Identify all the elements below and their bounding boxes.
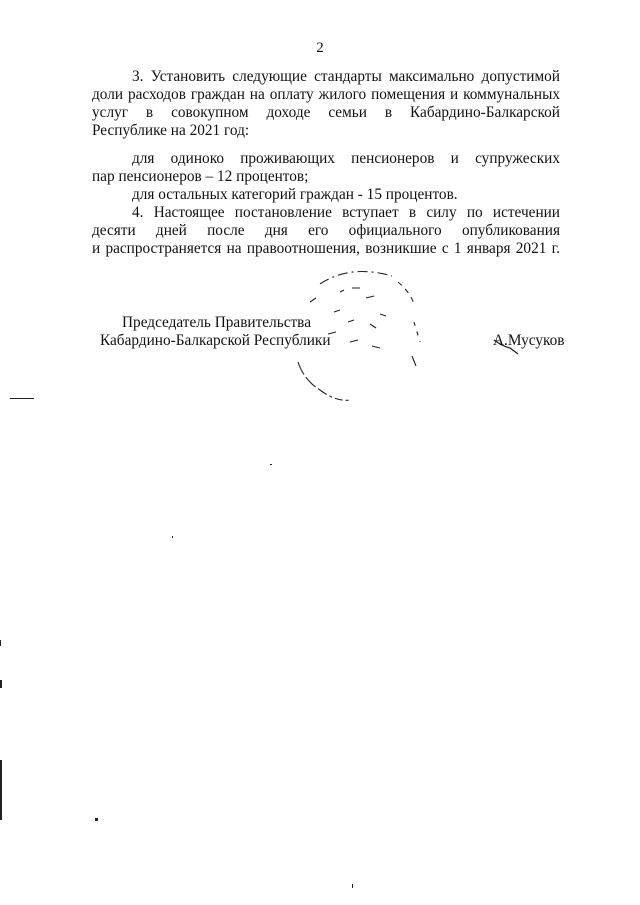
clause-3-line-1: 3. Установить следующие стандарты максимально допустимой (132, 68, 560, 85)
clause-3-line-3: услуг в совокупном доходе семьи в Кабардино-Балкарской (92, 104, 560, 121)
margin-mark (352, 884, 353, 888)
clause-4-line-1: 4. Настоящее постановление вступает в силу по истечении (132, 204, 560, 221)
signatory-name: А.Мусуков (493, 332, 565, 349)
signatory-position-line-1: Председатель Правительства (122, 314, 311, 331)
clause-4 (92, 204, 560, 258)
page-number: 2 (316, 40, 324, 56)
margin-mark (270, 464, 272, 465)
clause-4-line-3: и распространяется на правоотношения, возникшие с 1 января 2021 г. (92, 240, 560, 257)
signatory-position-line-2: Кабардино-Балкарской Республики (100, 332, 331, 349)
clause-3-line-4: Республике на 2021 год: (92, 122, 250, 139)
margin-mark (0, 760, 2, 820)
margin-mark (0, 680, 2, 688)
clause-3a-line-1: для одиноко проживающих пенсионеров и супружеских (132, 150, 560, 167)
margin-mark (95, 818, 98, 821)
margin-mark (10, 398, 34, 399)
clause-3-line-2: доли расходов граждан на оплату жилого помещения и коммунальных (92, 86, 560, 103)
clause-3b-line: для остальных категорий граждан - 15 процентов. (132, 186, 458, 203)
clause-3-item-b (92, 186, 560, 204)
margin-mark (172, 536, 173, 538)
clause-3-item-a (92, 150, 560, 186)
clause-3a-line-2: пар пенсионеров – 12 процентов; (92, 168, 309, 185)
clause-3 (92, 68, 560, 140)
clause-4-line-2: десяти дней после дня его официального опубликования (92, 222, 560, 239)
margin-mark (0, 640, 1, 646)
